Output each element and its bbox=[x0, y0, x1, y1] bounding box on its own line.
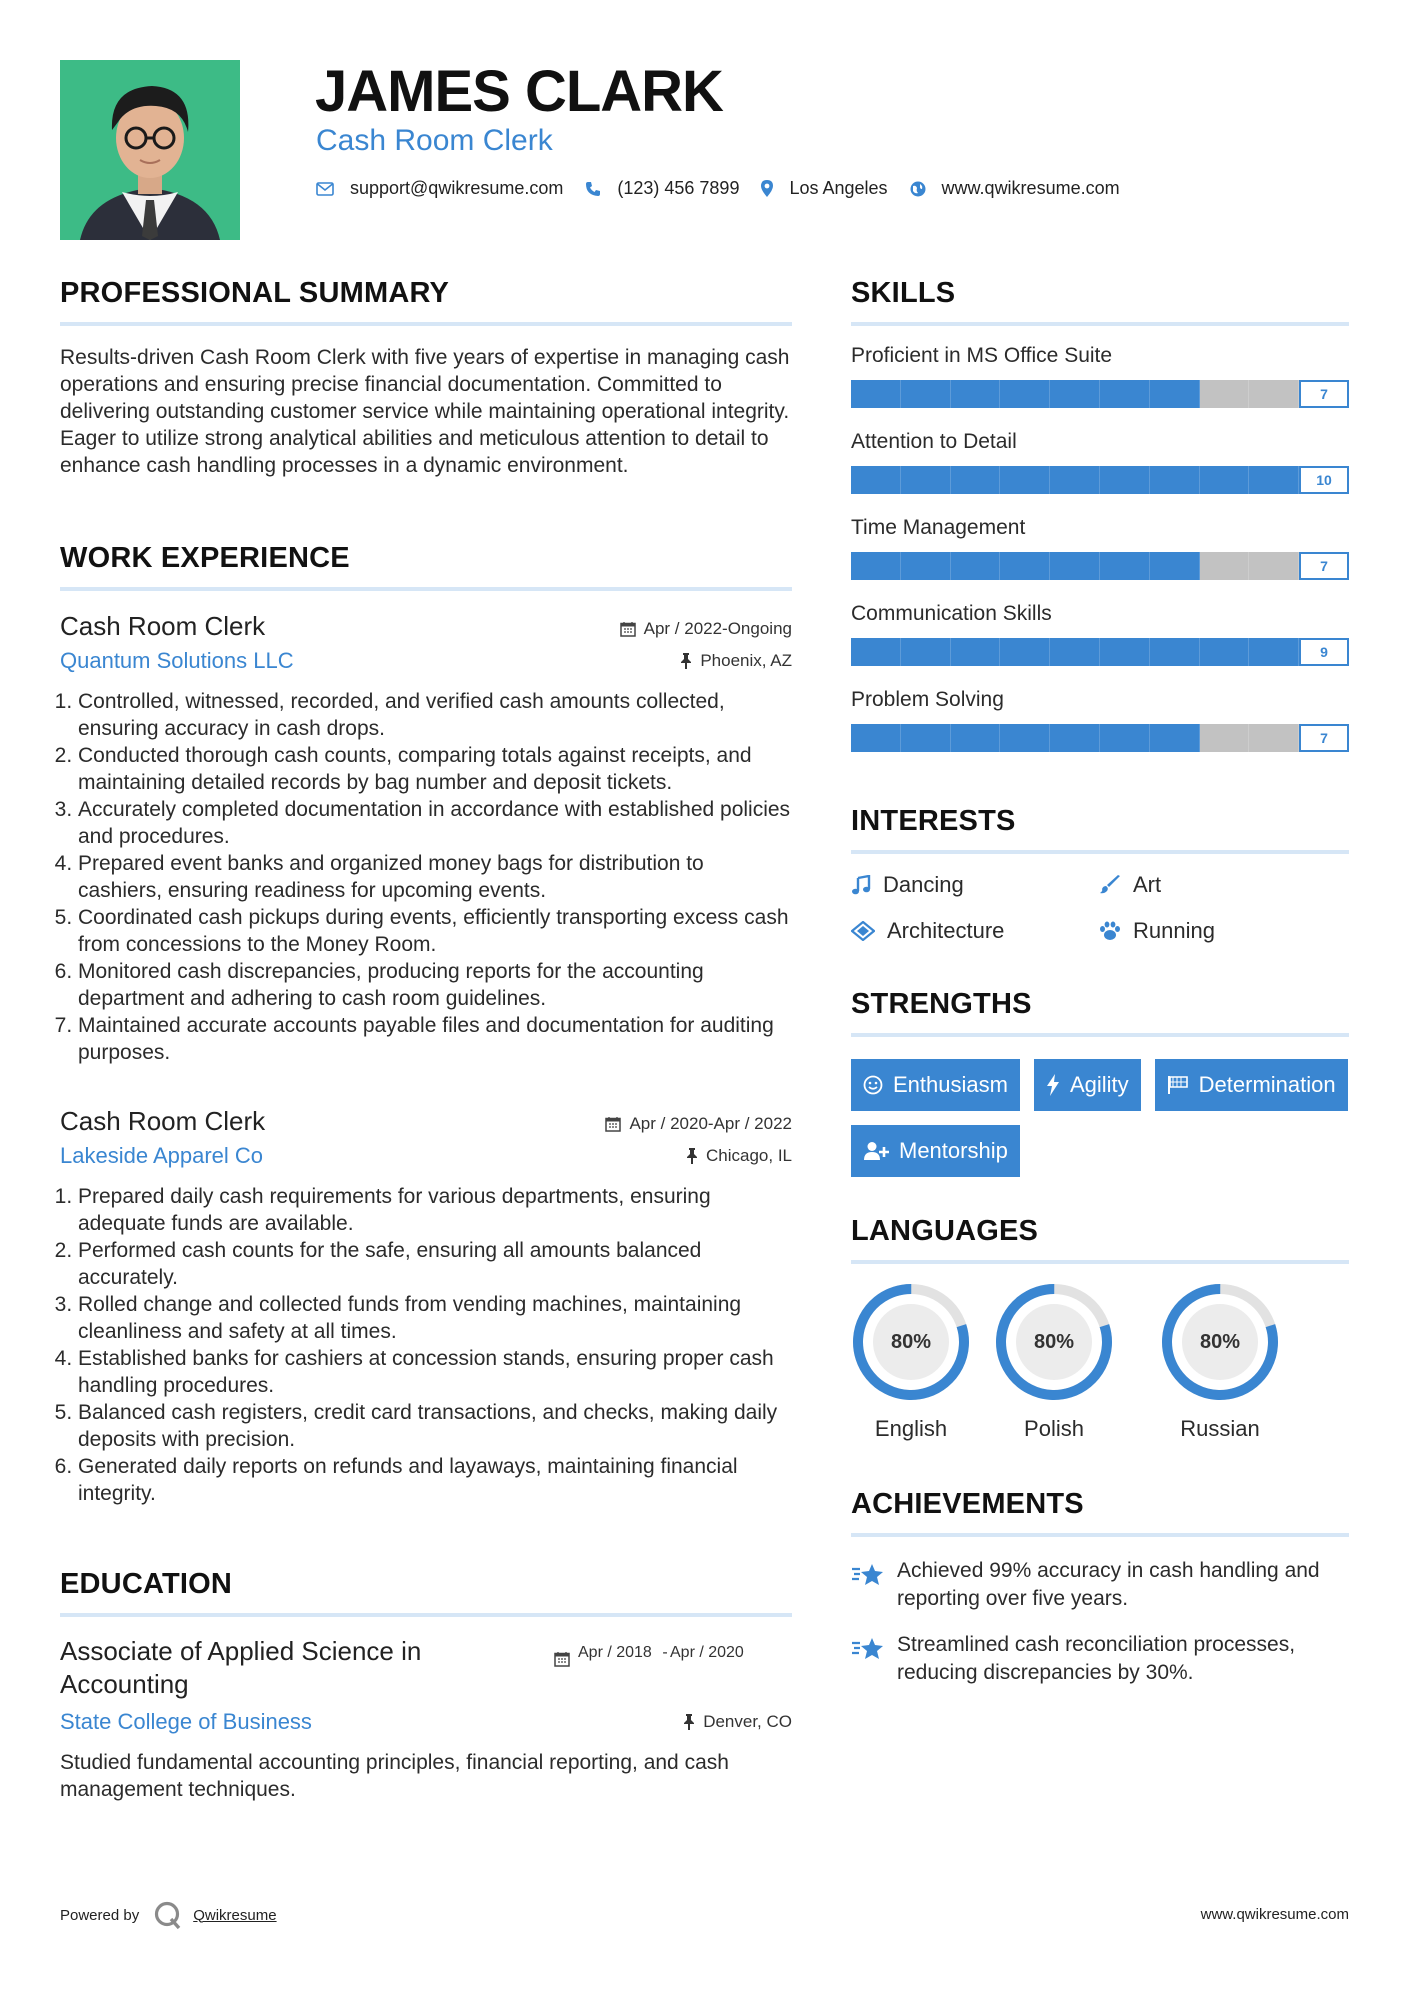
job-entry bbox=[60, 611, 792, 1066]
smile-icon bbox=[863, 1075, 883, 1095]
music-note-icon bbox=[851, 875, 871, 895]
achievement-item bbox=[851, 1631, 1349, 1687]
interests-grid bbox=[851, 872, 1349, 944]
summary-section bbox=[60, 277, 792, 479]
education-location-text: Denver, CO bbox=[703, 1712, 792, 1731]
summary-text: Results-driven Cash Room Clerk with five years of expertise in managing cash operations and ensuring precise financial documentation. Committed to delivering outstanding customer service while maintaining operational integrity. Eager to utilize strong analytical abilities and meticulous attention to detail to enhance cash handling processes in a dynamic environment. bbox=[60, 346, 790, 477]
calendar-icon bbox=[605, 1116, 621, 1132]
flag-icon bbox=[1167, 1075, 1189, 1095]
strength-chip bbox=[851, 1059, 1020, 1111]
skill-score: 7 bbox=[1299, 380, 1349, 408]
skill-item bbox=[851, 688, 1349, 752]
interests-section bbox=[851, 805, 1349, 944]
language-name: Russian bbox=[1180, 1416, 1260, 1441]
contact-location bbox=[761, 178, 887, 199]
education-description: Studied fundamental accounting principles, financial reporting, and cash management techniques. bbox=[60, 1751, 729, 1801]
skill-bar bbox=[851, 380, 1349, 408]
skill-score: 7 bbox=[1299, 724, 1349, 752]
skill-bar-ticks bbox=[851, 380, 1349, 408]
languages-list bbox=[851, 1282, 1349, 1442]
contact-phone-text: (123) 456 7899 bbox=[617, 178, 740, 198]
skills-divider bbox=[851, 322, 1349, 326]
strength-label: Mentorship bbox=[899, 1138, 1008, 1163]
interest-item bbox=[1099, 918, 1347, 944]
footer-powered-by bbox=[60, 1900, 277, 1930]
strengths-section bbox=[851, 988, 1349, 1177]
shooting-star-icon bbox=[851, 1635, 885, 1663]
education-section bbox=[60, 1568, 792, 1803]
job-company: Lakeside Apparel Co bbox=[60, 1143, 264, 1168]
skill-bar-ticks bbox=[851, 552, 1349, 580]
skill-bar-ticks bbox=[851, 638, 1349, 666]
qwikresume-link[interactable]: Qwikresume bbox=[193, 1906, 277, 1924]
education-start: Apr / 2018 bbox=[578, 1644, 652, 1661]
language-percent: 80% bbox=[1199, 1330, 1241, 1353]
phone-icon bbox=[585, 181, 601, 197]
pushpin-icon bbox=[686, 1148, 698, 1164]
shooting-star-icon bbox=[851, 1561, 885, 1589]
language-item bbox=[971, 1282, 1137, 1442]
job-location-text: Phoenix, AZ bbox=[700, 651, 792, 670]
education-end: Apr / 2020 bbox=[670, 1644, 744, 1661]
job-role: Cash Room Clerk bbox=[60, 611, 266, 641]
skill-bar bbox=[851, 638, 1349, 666]
interest-item bbox=[851, 872, 1099, 898]
candidate-name: JAMES CLARK bbox=[315, 59, 723, 124]
interest-label: Dancing bbox=[883, 872, 964, 897]
job-date bbox=[620, 619, 792, 639]
interest-label: Art bbox=[1133, 872, 1162, 897]
job-date-text: Apr / 2020-Apr / 2022 bbox=[629, 1114, 792, 1133]
job-role: Cash Room Clerk bbox=[60, 1106, 266, 1136]
map-pin-icon bbox=[761, 180, 773, 197]
skill-name: Attention to Detail bbox=[851, 430, 1017, 453]
strength-chip bbox=[1155, 1059, 1348, 1111]
job-duty: 2. Performed cash counts for the safe, ensuring all amounts balanced accurately. bbox=[78, 1237, 792, 1291]
achievement-text: Achieved 99% accuracy in cash handling and reporting over five years. bbox=[897, 1559, 1320, 1610]
qwikresume-logo-icon bbox=[153, 1900, 183, 1930]
footer-website[interactable]: www.qwikresume.com bbox=[1200, 1906, 1349, 1923]
achievement-item bbox=[851, 1557, 1349, 1613]
skill-name: Time Management bbox=[851, 516, 1026, 539]
profile-photo bbox=[60, 60, 240, 240]
job-date bbox=[605, 1114, 792, 1134]
education-date-separator: - bbox=[662, 1644, 668, 1661]
summary-heading: PROFESSIONAL SUMMARY bbox=[60, 277, 450, 309]
pushpin-icon bbox=[683, 1714, 695, 1730]
education-dates bbox=[554, 1643, 754, 1667]
skill-bar bbox=[851, 552, 1349, 580]
job-date-text: Apr / 2022-Ongoing bbox=[643, 619, 792, 638]
strength-label: Determination bbox=[1198, 1072, 1336, 1097]
strength-label: Enthusiasm bbox=[893, 1072, 1008, 1097]
skill-bar bbox=[851, 466, 1349, 494]
contact-bar bbox=[316, 178, 1142, 199]
language-ring bbox=[994, 1282, 1114, 1402]
skill-item bbox=[851, 602, 1349, 666]
job-entry bbox=[60, 1106, 792, 1507]
contact-location-text: Los Angeles bbox=[789, 178, 888, 198]
strengths-divider bbox=[851, 1033, 1349, 1037]
education-school: State College of Business bbox=[60, 1709, 312, 1734]
job-duty: 3. Rolled change and collected funds from vending machines, maintaining cleanliness and safety at all times. bbox=[78, 1291, 792, 1345]
language-percent: 80% bbox=[890, 1330, 932, 1353]
skill-name: Problem Solving bbox=[851, 688, 1004, 711]
job-duty: 4. Established banks for cashiers at concession stands, ensuring proper cash handling procedures. bbox=[78, 1345, 792, 1399]
calendar-icon bbox=[554, 1651, 570, 1667]
skill-score: 9 bbox=[1299, 638, 1349, 666]
skill-bar-ticks bbox=[851, 466, 1349, 494]
job-location bbox=[680, 651, 792, 671]
job-duties-list bbox=[60, 688, 792, 1066]
skill-name: Communication Skills bbox=[851, 602, 1052, 625]
strengths-list bbox=[851, 1059, 1349, 1177]
strengths-heading: STRENGTHS bbox=[851, 988, 1032, 1020]
achievements-heading: ACHIEVEMENTS bbox=[851, 1488, 1084, 1520]
contact-email-text: support@qwikresume.com bbox=[350, 178, 564, 198]
job-duties-list bbox=[60, 1183, 792, 1507]
language-percent: 80% bbox=[1033, 1330, 1075, 1353]
skill-score: 7 bbox=[1299, 552, 1349, 580]
contact-website[interactable] bbox=[910, 178, 1120, 199]
powered-by-label: Powered by bbox=[60, 1906, 140, 1924]
interests-heading: INTERESTS bbox=[851, 805, 1016, 837]
skill-item bbox=[851, 344, 1349, 408]
job-location-text: Chicago, IL bbox=[706, 1146, 792, 1165]
job-duty: 1. Prepared daily cash requirements for various departments, ensuring adequate funds are available. bbox=[78, 1183, 792, 1237]
paint-brush-icon bbox=[1099, 875, 1121, 895]
education-location bbox=[683, 1712, 792, 1732]
job-company: Quantum Solutions LLC bbox=[60, 648, 294, 673]
interest-label: Running bbox=[1133, 918, 1215, 943]
skills-heading: SKILLS bbox=[851, 277, 956, 309]
job-duty: 2. Conducted thorough cash counts, comparing totals against receipts, and maintaining detailed records by bag number and deposit tickets. bbox=[78, 742, 792, 796]
contact-email[interactable] bbox=[316, 178, 563, 199]
language-name: English bbox=[874, 1416, 948, 1441]
skill-item bbox=[851, 516, 1349, 580]
language-item bbox=[851, 1282, 971, 1442]
job-duty: 3. Accurately completed documentation in accordance with established policies and procedures. bbox=[78, 796, 792, 850]
experience-section bbox=[60, 542, 792, 1507]
user-plus-icon bbox=[863, 1141, 889, 1161]
skill-item bbox=[851, 430, 1349, 494]
candidate-title: Cash Room Clerk bbox=[316, 124, 553, 157]
skill-score: 10 bbox=[1299, 466, 1349, 494]
language-name: Polish bbox=[1024, 1416, 1084, 1441]
languages-section bbox=[851, 1215, 1349, 1442]
interest-item bbox=[1099, 872, 1347, 898]
experience-divider bbox=[60, 587, 792, 591]
education-degree: Associate of Applied Science in Accounting bbox=[60, 1636, 422, 1699]
skill-bar bbox=[851, 724, 1349, 752]
language-ring bbox=[1160, 1282, 1280, 1402]
job-duty: 1. Controlled, witnessed, recorded, and verified cash amounts collected, ensuring accuracy in cash drops. bbox=[78, 688, 792, 742]
interest-label: Architecture bbox=[887, 918, 1005, 943]
education-heading: EDUCATION bbox=[60, 1568, 233, 1600]
skills-section bbox=[851, 277, 1349, 752]
education-divider bbox=[60, 1613, 792, 1617]
job-location bbox=[686, 1146, 792, 1166]
strength-chip bbox=[851, 1125, 1020, 1177]
job-duty: 4. Prepared event banks and organized money bags for distribution to cashiers, ensuring readiness for upcoming events. bbox=[78, 850, 792, 904]
achievements-divider bbox=[851, 1533, 1349, 1537]
job-duty: 6. Generated daily reports on refunds and layaways, maintaining financial integrity. bbox=[78, 1453, 792, 1507]
skills-list bbox=[851, 344, 1349, 752]
contact-phone[interactable] bbox=[585, 178, 739, 199]
language-ring bbox=[851, 1282, 971, 1402]
languages-heading: LANGUAGES bbox=[851, 1215, 1039, 1247]
job-duty: 6. Monitored cash discrepancies, producing reports for the accounting department and adhering to cash room guidelines. bbox=[78, 958, 792, 1012]
bolt-icon bbox=[1046, 1074, 1060, 1096]
skill-bar-ticks bbox=[851, 724, 1349, 752]
strength-chip bbox=[1034, 1059, 1141, 1111]
contact-website-text: www.qwikresume.com bbox=[941, 178, 1120, 198]
globe-icon bbox=[910, 181, 926, 197]
pushpin-icon bbox=[680, 653, 692, 669]
experience-heading: WORK EXPERIENCE bbox=[60, 542, 350, 574]
languages-divider bbox=[851, 1260, 1349, 1264]
drafting-icon bbox=[851, 921, 875, 941]
job-duty: 5. Balanced cash registers, credit card transactions, and checks, making daily deposits with precision. bbox=[78, 1399, 792, 1453]
skill-name: Proficient in MS Office Suite bbox=[851, 344, 1113, 367]
envelope-icon bbox=[316, 182, 334, 196]
strength-label: Agility bbox=[1069, 1072, 1129, 1097]
paw-icon bbox=[1099, 921, 1121, 941]
interest-item bbox=[851, 918, 1099, 944]
calendar-icon bbox=[620, 621, 636, 637]
job-duty: 7. Maintained accurate accounts payable files and documentation for auditing purposes. bbox=[78, 1012, 792, 1066]
job-duty: 5. Coordinated cash pickups during events, efficiently transporting excess cash from concessions to the Money Room. bbox=[78, 904, 792, 958]
interests-divider bbox=[851, 850, 1349, 854]
achievement-text: Streamlined cash reconciliation processes, reducing discrepancies by 30%. bbox=[897, 1633, 1296, 1684]
achievements-section bbox=[851, 1488, 1349, 1687]
language-item bbox=[1137, 1282, 1303, 1442]
summary-divider bbox=[60, 322, 792, 326]
